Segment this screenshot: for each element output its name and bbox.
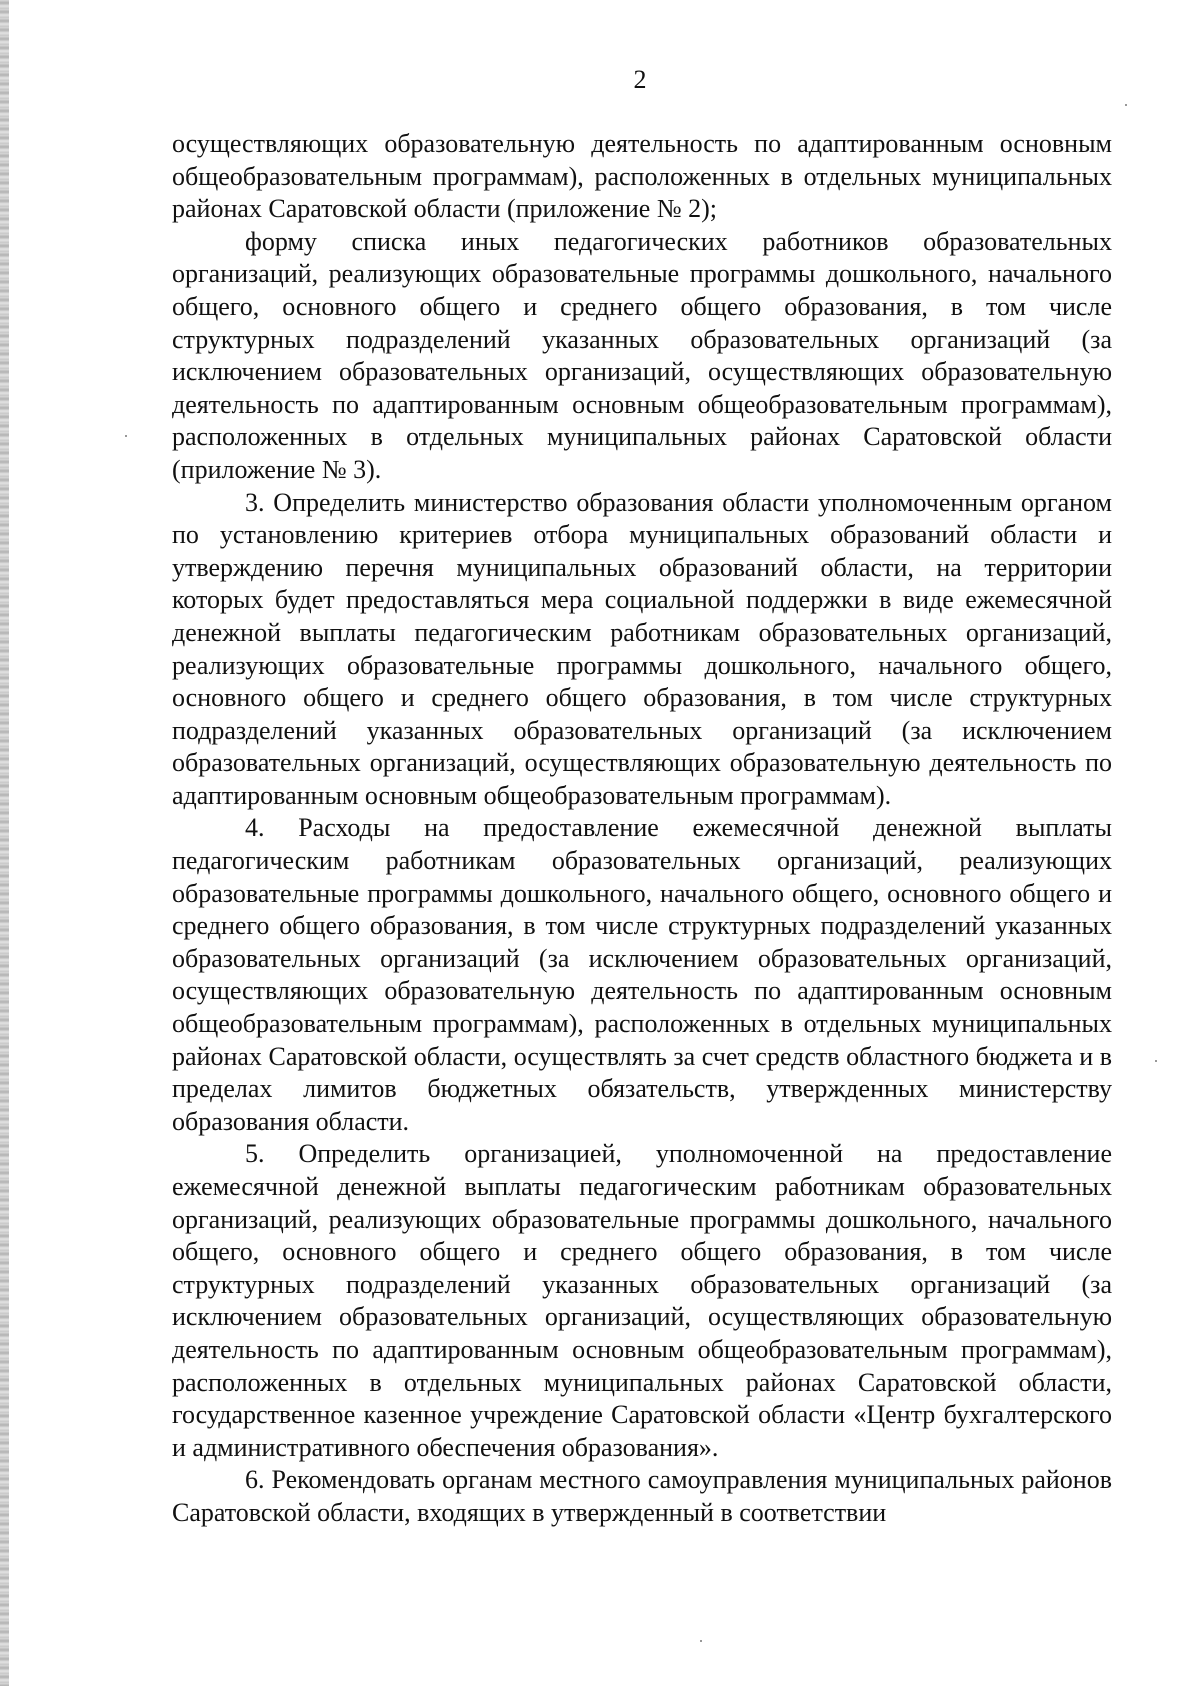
page-number: 2 [633, 65, 647, 94]
scan-speck [125, 435, 127, 437]
document-body [172, 128, 1112, 1530]
scan-edge-shadow [0, 0, 9, 1686]
scan-speck [1155, 1060, 1157, 1062]
paragraph-item-5: 5. Определить организацией, уполномоченной на предоставление ежемесячной денежной выплаты педагогическим работникам образовательных организаций, реализующих образовательные программы дошкольного, начального общего, основного общего и среднего общего образования, в том числе структурных подразделений указанных образовательных организаций (за исключением образовательных организаций, осуществляющих образовательную деятельность по адаптированным основным общеобразовательным программам), расположенных в отдельных муниципальных районах Саратовской области, государственное казенное учреждение Саратовской области «Центр бухгалтерского и административного обеспечения образования». [172, 1139, 1112, 1462]
scan-speck [1125, 104, 1127, 106]
scan-speck [700, 1640, 702, 1642]
paragraph-appendix-3-form: форму списка иных педагогических работников образовательных организаций, реализующих образовательные программы дошкольного, начального общего, основного общего и среднего общего образования, в том числе структурных подразделений указанных образовательных организаций (за исключением образовательных организаций, осуществляющих образовательную деятельность по адаптированным основным общеобразовательным программам), расположенных в отдельных муниципальных районах Саратовской области (приложение № 3). [172, 226, 1112, 484]
paragraph-item-6: 6. Рекомендовать органам местного самоуправления муниципальных районов Саратовской области, входящих в утвержденный в соответствии [172, 1465, 1112, 1527]
paragraph-item-4: 4. Расходы на предоставление ежемесячной денежной выплаты педагогическим работникам образовательных организаций, реализующих образовательные программы дошкольного, начального общего, основного общего и среднего общего образования, в том числе структурных подразделений указанных образовательных организаций (за исключением образовательных организаций, осуществляющих образовательную деятельность по адаптированным основным общеобразовательным программам), расположенных в отдельных муниципальных районах Саратовской области, осуществлять за счет средств областного бюджета и в пределах лимитов бюджетных обязательств, утвержденных министерству образования области. [172, 813, 1112, 1136]
paragraph-continuation: осуществляющих образовательную деятельность по адаптированным основным общеобразовательным программам), расположенных в отдельных муниципальных районах Саратовской области (приложение № 2); [172, 129, 1112, 224]
paragraph-item-3: 3. Определить министерство образования области уполномоченным органом по установлению критериев отбора муниципальных образований области и утверждению перечня муниципальных образований области, на территории которых будет предоставляться мера социальной поддержки в виде ежемесячной денежной выплаты педагогическим работникам образовательных организаций, реализующих образовательные программы дошкольного, начального общего, основного общего и среднего общего образования, в том числе структурных подразделений указанных образовательных организаций (за исключением образовательных организаций, осуществляющих образовательную деятельность по адаптированным основным общеобразовательным программам). [172, 487, 1112, 810]
